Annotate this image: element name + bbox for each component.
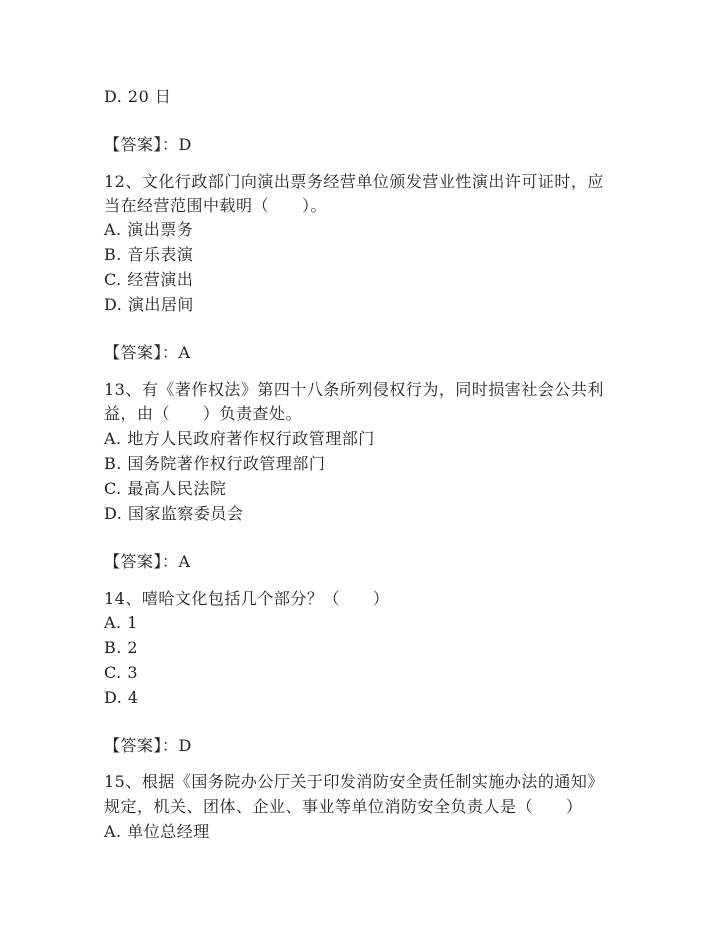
q12-option-c: C. 经营演出 [104, 270, 194, 289]
answer-11: 【答案】：D [104, 135, 192, 154]
question-14-line-1: 14、嘻哈文化包括几个部分？（ ） [104, 589, 390, 608]
answer-13: 【答案】：A [104, 552, 191, 571]
q13-option-a: A. 地方人民政府著作权行政管理部门 [104, 429, 375, 448]
q14-option-d: D. 4 [104, 688, 139, 707]
question-13-line-2: 益，由（ ）负责查处。 [104, 404, 303, 423]
answer-12: 【答案】：A [104, 343, 191, 362]
q13-option-d: D. 国家监察委员会 [104, 504, 244, 523]
question-12-line-2: 当在经营范围中载明（ ）。 [104, 196, 328, 215]
option-d-prev: D. 20 日 [104, 87, 172, 106]
q12-option-b: B. 音乐表演 [104, 245, 194, 264]
q13-option-c: C. 最高人民法院 [104, 479, 227, 498]
q12-option-d: D. 演出居间 [104, 295, 194, 314]
answer-14: 【答案】：D [104, 736, 192, 755]
q14-option-c: C. 3 [104, 663, 139, 682]
q12-option-a: A. 演出票务 [104, 220, 194, 239]
question-15-line-2: 规定，机关、团体、企业、事业等单位消防安全负责人是（ ） [104, 797, 583, 816]
q15-option-a: A. 单位总经理 [104, 822, 210, 841]
q14-option-a: A. 1 [104, 613, 138, 632]
q13-option-b: B. 国务院著作权行政管理部门 [104, 454, 326, 473]
question-15-line-1: 15、根据《国务院办公厅关于印发消防安全责任制实施办法的通知》 [104, 772, 604, 791]
question-13-line-1: 13、有《著作权法》第四十八条所列侵权行为，同时损害社会公共利 [104, 380, 604, 399]
question-12-line-1: 12、文化行政部门向演出票务经营单位颁发营业性演出许可证时，应 [104, 172, 604, 191]
q14-option-b: B. 2 [104, 638, 139, 657]
